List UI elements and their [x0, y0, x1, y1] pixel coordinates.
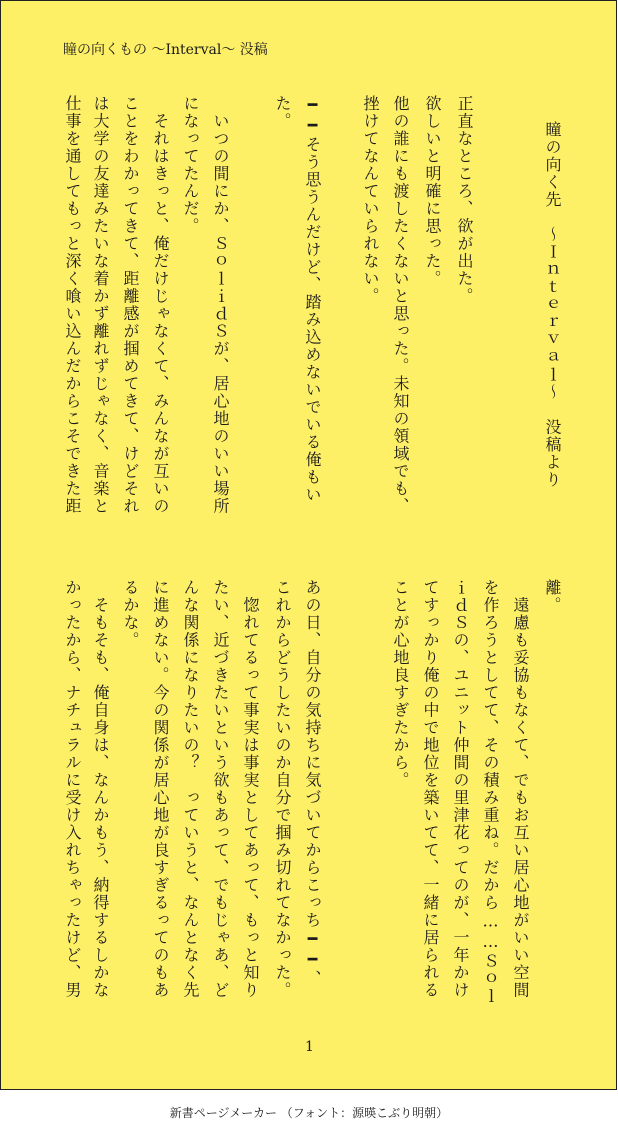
- text-column: 他の誰にも渡したくないと思った。未知の領域でも、: [391, 95, 410, 515]
- text-column: そもそも、俺自身は、なんかもう、納得するしかな: [91, 579, 110, 999]
- text-column: たい、近づきたいという欲もあって、でもじゃあ、ど: [211, 579, 230, 999]
- text-column: 離。: [543, 579, 562, 614]
- story-title: 瞳の向く先 ～Ｉｎｔｅｒｖａｌ～ 没稿より: [543, 121, 562, 489]
- text-column: これからどうしたいのか自分で掴み切れてなかった。: [273, 579, 292, 999]
- page-number: 1: [305, 1039, 314, 1055]
- text-column: を作ろうとしてて、その積み重ね。だから……Ｓｏｌ: [481, 579, 500, 1005]
- text-column: 仕事を通してもっと深く喰い込んだからこそできた距: [63, 95, 82, 515]
- text-column: ━━そう思うんだけど、踏み込めないでいる俺もい: [303, 95, 322, 504]
- text-column: それはきっと、俺だけじゃなくて、みんなが互いの: [151, 95, 170, 515]
- text-column: ｉｄＳの、ユニット仲間の里津花ってのが、一年かけ: [451, 579, 470, 999]
- text-column: ことが心地良すぎたから。: [391, 579, 410, 789]
- text-column: 挫けてなんていられない。: [361, 95, 380, 305]
- text-column: ことをわかってきて、距離感が掴めてきて、けどそれ: [121, 95, 140, 515]
- footer-credit: 新書ページメーカー （フォント：源暎こぶり明朝）: [169, 1106, 449, 1120]
- text-column: た。: [273, 95, 292, 130]
- text-column: は大学の友達みたいな着かず離れずじゃなく、音楽と: [91, 95, 110, 515]
- text-column: あの日、自分の気持ちに気づいてからこっち━━、: [303, 579, 322, 988]
- text-column: 惚れてるって事実は事実としてあって、もっと知り: [241, 579, 260, 999]
- text-column: てすっかり俺の中で地位を築いてて、一緒に居られる: [421, 579, 440, 999]
- text-column: んな関係になりたいの？ っていうと、なんとなく先: [181, 579, 200, 999]
- text-column: かったから、ナチュラルに受け入れちゃったけど、男: [63, 579, 82, 999]
- text-column: いつの間にか、ＳｏｌｉｄＳが、居心地のいい場所: [211, 95, 230, 515]
- text-column: 欲しいと明確に思った。: [423, 95, 442, 288]
- text-column: るかな。: [121, 579, 140, 649]
- text-column: になってたんだ。: [181, 95, 200, 235]
- page-header: 瞳の向くもの 〜Interval〜 没稿: [63, 42, 268, 58]
- text-column: に進めない。今の関係が居心地が良すぎるってのもあ: [151, 579, 170, 999]
- text-column: 遠慮も妥協もなくて、でもお互い居心地がいい空間: [511, 579, 530, 999]
- text-column: 正直なところ、欲が出た。: [455, 95, 474, 305]
